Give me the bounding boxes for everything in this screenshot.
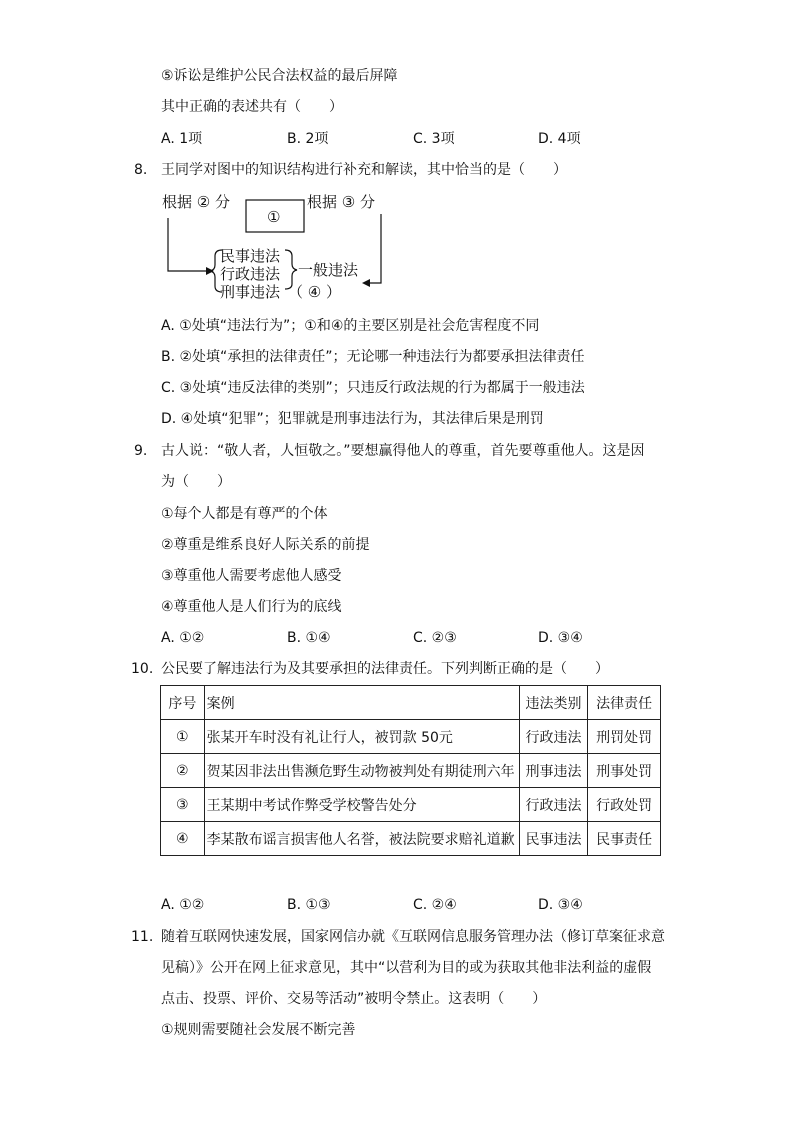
q8-option-c: C. ③处填“违反法律的类别”；只违反行政法规的行为都属于一般违法 <box>161 380 585 396</box>
table-cell: 刑事违法 <box>519 754 588 788</box>
table-cell: ③ <box>161 788 205 822</box>
table-cell: 民事违法 <box>519 822 588 856</box>
q11-item-1: ①规则需要随社会发展不断完善 <box>161 1022 356 1038</box>
q11-stem-line1: 随着互联网快速发展，国家网信办就《互联网信息服务管理办法（修订草案征求意 <box>161 929 665 945</box>
q9-stem-line2: 为（ ） <box>161 474 231 490</box>
diagram-right-label: 根据 ③ 分 <box>307 193 375 211</box>
q8-number: 8. <box>134 162 148 178</box>
table-cell: 行政违法 <box>519 720 588 754</box>
table-header-cell: 违法类别 <box>519 686 588 720</box>
q10-stem: 公民要了解违法行为及其要承担的法律责任。下列判断正确的是（ ） <box>161 661 609 677</box>
q10-option-d: D. ③④ <box>538 897 583 913</box>
q7-stem: 其中正确的表述共有（ ） <box>161 99 343 115</box>
q11-stem-line2: 见稿）》公开在网上征求意见，其中“以营利为目的或为获取其他非法利益的虚假 <box>161 960 652 976</box>
q9-option-c: C. ②③ <box>413 630 457 646</box>
diagram-item-admin: 行政违法 <box>220 265 281 283</box>
q7-option-b: B. 2项 <box>287 131 329 147</box>
q9-option-d: D. ③④ <box>538 630 583 646</box>
table-cell: 刑罚处罚 <box>588 720 661 754</box>
table-cell: 王某期中考试作弊受学校警告处分 <box>204 788 519 822</box>
table-cell: 刑事处罚 <box>588 754 661 788</box>
q8-option-d: D. ④处填“犯罪”；犯罪就是刑事违法行为，其法律后果是刑罚 <box>161 411 544 427</box>
table-cell: ② <box>161 754 205 788</box>
q10-number: 10. <box>131 661 154 677</box>
table-row <box>161 720 661 754</box>
q9-option-b: B. ①④ <box>287 630 331 646</box>
q8-option-a: A. ①处填“违法行为”；①和④的主要区别是社会危害程度不同 <box>161 318 540 334</box>
q9-item-1: ①每个人都是有尊严的个体 <box>161 506 328 522</box>
table-row <box>161 788 661 822</box>
table-cell: 行政处罚 <box>588 788 661 822</box>
table-cell: ④ <box>161 822 205 856</box>
diagram-right-arrow <box>370 214 381 283</box>
diagram-general-violation: 一般违法 <box>298 261 359 279</box>
q9-item-3: ③尊重他人需要考虑他人感受 <box>161 568 342 584</box>
q8-stem: 王同学对图中的知识结构进行补充和解读，其中恰当的是（ ） <box>161 162 567 178</box>
q9-stem-line1: 古人说：“敬人者，人恒敬之。”要想赢得他人的尊重，首先要尊重他人。这是因 <box>161 443 645 459</box>
q9-item-4: ④尊重他人是人们行为的底线 <box>161 599 342 615</box>
q11-stem-line3: 点击、投票、评价、交易等活动”被明令禁止。这表明（ ） <box>161 991 547 1007</box>
q7-option-d: D. 4项 <box>538 131 581 147</box>
case-table <box>160 685 661 856</box>
table-header-cell: 序号 <box>161 686 205 720</box>
diagram-box-label: ① <box>267 208 281 226</box>
table-header-cell: 法律责任 <box>588 686 661 720</box>
table-row <box>161 822 661 856</box>
diagram-left-label: 根据 ② 分 <box>162 193 230 211</box>
diagram-left-arrow <box>168 218 206 271</box>
table-cell: 贺某因非法出售濒危野生动物被判处有期徒刑六年 <box>204 754 519 788</box>
table-header-cell: 案例 <box>204 686 519 720</box>
q7-option-c: C. 3项 <box>413 131 455 147</box>
table-cell: ① <box>161 720 205 754</box>
table-header-row <box>161 686 661 720</box>
q9-option-a: A. ①② <box>161 630 205 646</box>
knowledge-structure-diagram <box>160 190 390 302</box>
q10-option-b: B. ①③ <box>287 897 331 913</box>
table-cell: 张某开车时没有礼让行人，被罚款 50元 <box>204 720 519 754</box>
q8-option-b: B. ②处填“承担的法律责任”；无论哪一种违法行为都要承担法律责任 <box>161 349 585 365</box>
table-cell: 民事责任 <box>588 822 661 856</box>
q7-item-5: ⑤诉讼是维护公民合法权益的最后屏障 <box>161 68 398 84</box>
diagram-crime-blank: （ ④ ） <box>288 283 341 301</box>
q10-option-c: C. ②④ <box>413 897 457 913</box>
diagram-right-arrowhead <box>362 279 370 287</box>
q7-option-a: A. 1项 <box>161 131 203 147</box>
table-cell: 行政违法 <box>519 788 588 822</box>
q11-number: 11. <box>131 929 154 945</box>
diagram-item-civil: 民事违法 <box>220 247 281 265</box>
q9-item-2: ②尊重是维系良好人际关系的前提 <box>161 537 370 553</box>
q10-option-a: A. ①② <box>161 897 205 913</box>
table-cell: 李某散布谣言损害他人名誉，被法院要求赔礼道歉 <box>204 822 519 856</box>
diagram-item-criminal: 刑事违法 <box>220 283 281 301</box>
q9-number: 9. <box>134 443 148 459</box>
table-row <box>161 754 661 788</box>
